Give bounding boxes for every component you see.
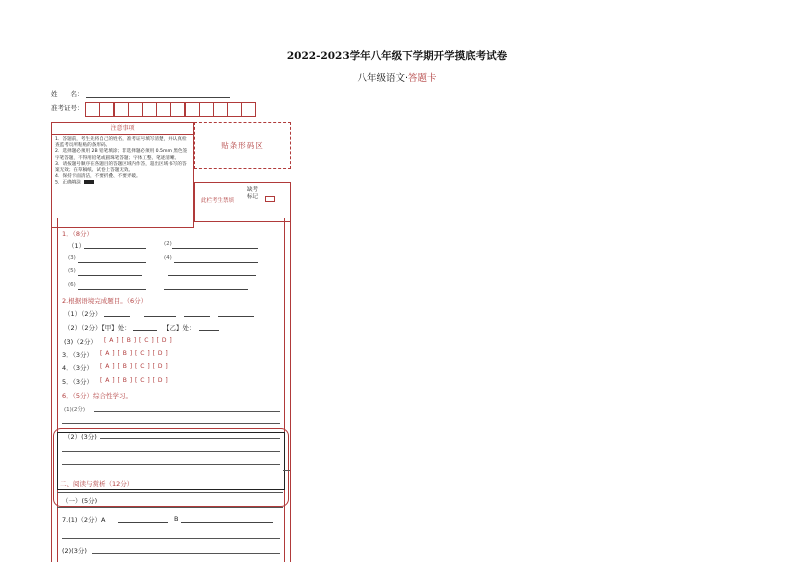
q1-blank-4-label: (4) xyxy=(164,255,172,261)
q7-2-line[interactable] xyxy=(92,553,280,554)
mc-2-label: 3．（3分） xyxy=(62,351,94,359)
mc-4-options[interactable]: [ A ] [ B ] [ C ] [ D ] xyxy=(100,377,169,384)
exam-title: 2022-2023学年八年级下学期开学摸底考试卷 xyxy=(286,50,508,62)
q2-2-label-a: （2）（2分）【甲】处： xyxy=(64,324,131,332)
q2-1-blank-a[interactable] xyxy=(104,316,130,317)
q6-1-label: (1)(2分) xyxy=(64,407,86,413)
q1-blank-2[interactable] xyxy=(172,248,258,249)
q1-blank-3[interactable] xyxy=(78,262,146,263)
id-boxes[interactable] xyxy=(86,102,256,117)
edge-tick xyxy=(283,470,290,471)
filled-mark-icon xyxy=(84,180,94,184)
section2-heading: 二、阅读与赏析（12分） xyxy=(60,480,134,488)
q1-blank-6-label: (6) xyxy=(68,282,76,288)
notice-item-3: 3．请按题号顺序在各题目的答题区域内作答，超出区域书写的答案无效；在草稿纸、试卷上答题无效。 xyxy=(55,161,187,174)
notice-heading: 注意事项 xyxy=(52,123,193,135)
q6-label: 6．（5分）综合性学习。 xyxy=(62,392,133,400)
mc-3-options[interactable]: [ A ] [ B ] [ C ] [ D ] xyxy=(100,363,169,370)
absent-panel xyxy=(194,182,291,222)
q2-1-blank-d[interactable] xyxy=(218,316,254,317)
q2-2-blank-b[interactable] xyxy=(199,330,219,331)
notice-item-5: 5．正确填涂 xyxy=(55,180,190,187)
name-label: 姓 名： xyxy=(51,90,84,98)
q2-2-blank-a[interactable] xyxy=(133,330,157,331)
q7-blank-a[interactable] xyxy=(118,522,168,523)
q1-blank-2-label: (2) xyxy=(164,241,172,247)
notice-item-1: 1．答题前，考生先将自己的姓名，准考证号填写清楚，并认真检查监考员所粘贴的条形码。 xyxy=(55,137,187,149)
q1-blank-5b[interactable] xyxy=(168,275,256,276)
q6-1-line-2[interactable] xyxy=(62,423,280,424)
q7-blank-b[interactable] xyxy=(181,522,273,523)
answer-frame-inner xyxy=(57,218,285,562)
section2-divider xyxy=(57,492,283,493)
notice-panel xyxy=(51,122,194,228)
absent-checkbox[interactable] xyxy=(265,196,275,202)
name-input[interactable] xyxy=(86,97,230,98)
q2-1-label: （1）（2分） xyxy=(64,310,102,318)
subtitle-accent: 答题卡 xyxy=(408,73,437,84)
q1-blank-3-label: (3) xyxy=(68,255,76,261)
barcode-area: 贴条形码区 xyxy=(194,122,291,169)
q7-b-label: B xyxy=(174,515,179,523)
q1-label: 1．（8分） xyxy=(62,230,94,238)
part1-label: （一）(5分) xyxy=(62,497,98,505)
q1-blank-5[interactable] xyxy=(78,275,142,276)
q1-blank-6b[interactable] xyxy=(164,289,248,290)
q1-blank-4[interactable] xyxy=(174,262,258,263)
mc-4-label: 5．（3分） xyxy=(62,378,94,386)
q1-blank-5-label: (5) xyxy=(68,268,76,274)
mc-1-options[interactable]: [ A ] [ B ] [ C ] [ D ] xyxy=(104,337,173,344)
q2-2-label-b: 【乙】处： xyxy=(163,324,196,332)
q2-1-blank-c[interactable] xyxy=(184,316,210,317)
q2-1-blank-b[interactable] xyxy=(144,316,176,317)
absent-note: 此栏考生禁填 xyxy=(201,198,235,204)
id-label: 准考证号： xyxy=(51,104,84,112)
q7-line-1[interactable] xyxy=(62,538,280,539)
q2-label: 2.根据语境完成题目。（6分） xyxy=(62,297,148,305)
subtitle-main: 八年级语文· xyxy=(357,73,408,84)
q6-2-line-3[interactable] xyxy=(62,464,280,465)
part1-divider xyxy=(57,507,283,508)
mc-1-label: (3)（2分） xyxy=(64,338,97,346)
q6-2-label: （2）(3分) xyxy=(64,433,97,441)
q6-2-line-2[interactable] xyxy=(62,451,280,452)
notice-item-2: 2．选择题必须用 2B 铅笔填涂；非选择题必须用 0.5mm 黑色签字笔答题，不得用铅笔或圆珠笔答题；字体工整、笔迹清晰。 xyxy=(55,149,188,161)
mc-3-label: 4．（3分） xyxy=(62,364,94,372)
q7-label: 7.(1)（2分）A xyxy=(62,516,106,524)
q6-1-line[interactable] xyxy=(94,411,280,412)
q1-blank-1[interactable] xyxy=(84,248,146,249)
q1-blank-6[interactable] xyxy=(78,289,146,290)
mc-2-options[interactable]: [ A ] [ B ] [ C ] [ D ] xyxy=(100,350,169,357)
q1-blank-1-label: （1） xyxy=(68,242,86,250)
notice-item-4: 4．保持卡面清洁，不要折叠、不要弄破。 xyxy=(55,174,141,180)
exam-subtitle xyxy=(0,70,794,84)
absent-label: 缺考 标记 xyxy=(247,187,259,200)
q6-2-line[interactable] xyxy=(100,438,280,439)
q7-2-label: (2)(3分) xyxy=(62,547,87,555)
